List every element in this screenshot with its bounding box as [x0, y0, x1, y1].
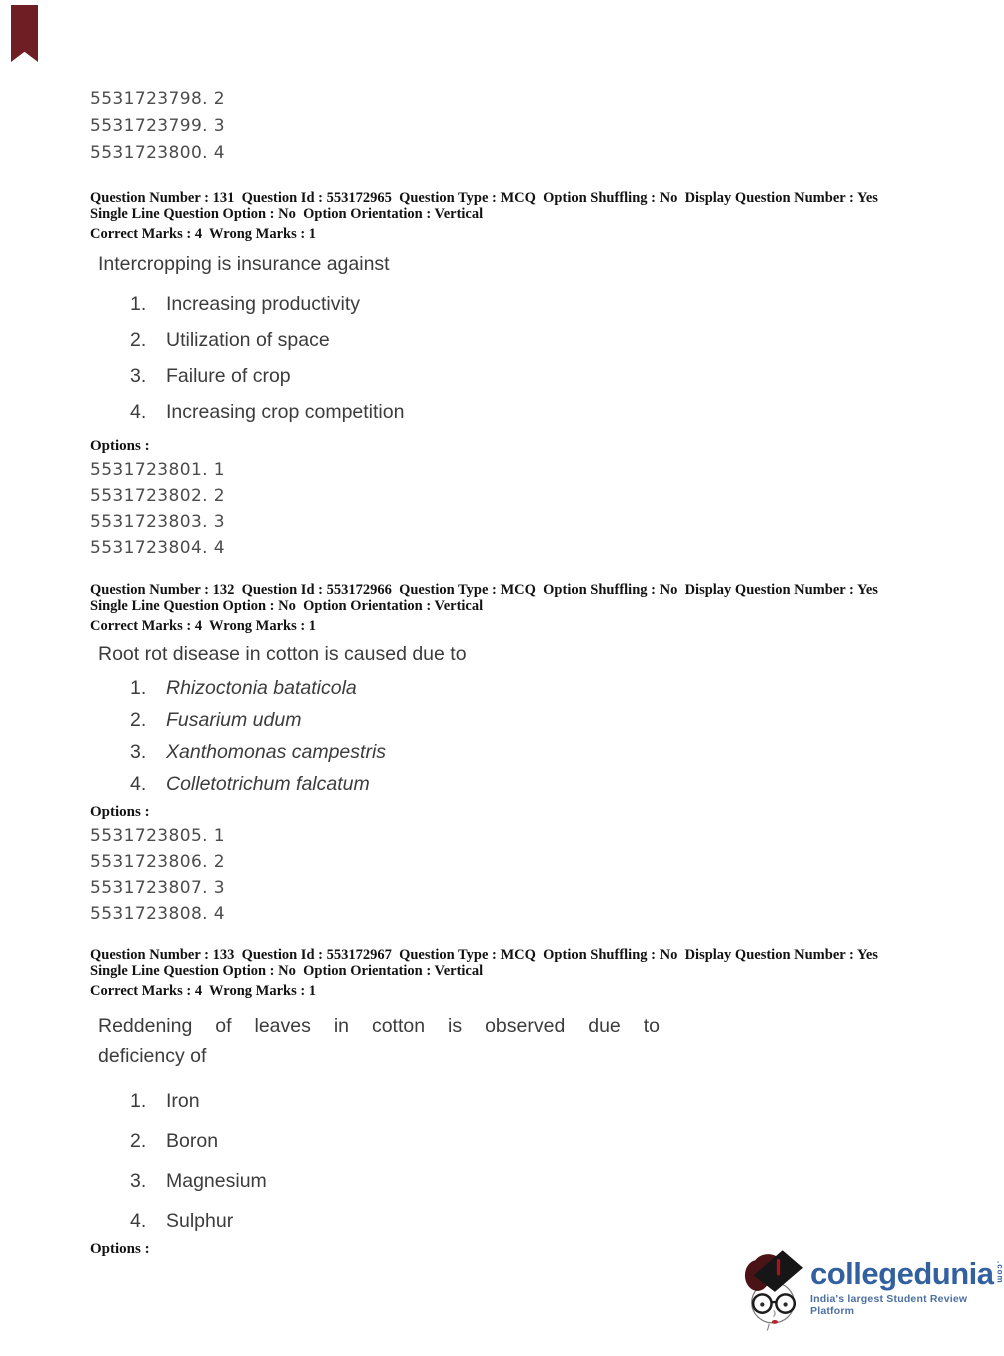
- option-id-line: 5531723803. 3: [90, 512, 225, 532]
- choice-item: [130, 1121, 920, 1161]
- choice-number: 3.: [130, 365, 147, 387]
- choice-text: Increasing productivity: [166, 293, 361, 315]
- option-id-list: [90, 457, 920, 561]
- question-marks-line: Correct Marks : 4 Wrong Marks : 1: [90, 618, 317, 634]
- choice-item: [130, 358, 920, 394]
- collegedunia-logo-text: [810, 1258, 1004, 1317]
- choice-item: [130, 322, 920, 358]
- question-marks-line: Correct Marks : 4 Wrong Marks : 1: [90, 983, 317, 999]
- question-text: [90, 1011, 920, 1071]
- choice-text: Increasing crop competition: [166, 401, 405, 423]
- choice-text: Boron: [166, 1130, 219, 1152]
- choice-number: 1.: [130, 677, 147, 699]
- corner-bookmark-icon: [11, 5, 38, 62]
- question-text-line-1: Reddening of leaves in cotton is observed due to: [98, 1015, 660, 1037]
- choice-list: [90, 672, 920, 800]
- choice-text: Iron: [166, 1090, 200, 1112]
- brand-name: collegedunia: [810, 1256, 994, 1291]
- brand-tagline: India's largest Student Review Platform: [810, 1293, 968, 1317]
- question-text: Intercropping is insurance against: [98, 253, 390, 275]
- choice-number: 3.: [130, 741, 147, 763]
- choice-number: 2.: [130, 329, 147, 351]
- choice-number: 2.: [130, 1130, 147, 1152]
- choice-item: [130, 394, 920, 430]
- choice-text: Colletotrichum falcatum: [166, 773, 370, 795]
- option-id-line: 5531723799. 3: [90, 116, 225, 136]
- choice-number: 1.: [130, 293, 147, 315]
- options-label: Options :: [90, 438, 150, 454]
- question-block-131: [90, 191, 920, 561]
- choice-text: Fusarium udum: [166, 709, 302, 731]
- choice-item: [130, 704, 920, 736]
- question-text: Root rot disease in cotton is caused due to: [98, 643, 467, 665]
- choice-number: 3.: [130, 1170, 147, 1192]
- question-meta-line-1: Question Number : 131 Question Id : 553172965 Question Type : MCQ Option Shuffling : No Display Question Number : Yes: [90, 190, 878, 206]
- choice-number: 4.: [130, 1210, 147, 1232]
- question-text-line-2: deficiency of: [98, 1045, 207, 1067]
- option-id-line: 5531723798. 2: [90, 89, 225, 109]
- options-label: Options :: [90, 804, 150, 820]
- choice-item: [130, 1201, 920, 1241]
- question-meta-line-2: Single Line Question Option : No Option Orientation : Vertical: [90, 962, 484, 979]
- choice-list: [90, 1081, 920, 1241]
- option-id-list: [90, 823, 920, 927]
- option-id-line: 5531723806. 2: [90, 852, 225, 872]
- option-id-line: 5531723804. 4: [90, 538, 225, 558]
- choice-text: Magnesium: [166, 1170, 267, 1192]
- page-content: [90, 86, 920, 1257]
- question-marks-line: Correct Marks : 4 Wrong Marks : 1: [90, 226, 317, 242]
- question-meta-line-2: Single Line Question Option : No Option Orientation : Vertical: [90, 205, 484, 222]
- choice-text: Utilization of space: [166, 329, 330, 351]
- brand-suffix: .com: [995, 1261, 1004, 1284]
- options-label: Options :: [90, 1241, 150, 1257]
- choice-list: [90, 286, 920, 430]
- choice-item: [130, 736, 920, 768]
- choice-item: [130, 672, 920, 704]
- choice-text: Rhizoctonia bataticola: [166, 677, 357, 699]
- collegedunia-mascot-icon: [742, 1246, 804, 1337]
- question-block-133: [90, 948, 920, 1257]
- previous-question-option-ids: [90, 86, 920, 167]
- question-meta-line-1: Question Number : 132 Question Id : 553172966 Question Type : MCQ Option Shuffling : No Display Question Number : Yes: [90, 582, 878, 598]
- option-id-line: 5531723800. 4: [90, 143, 225, 163]
- question-meta-line-2: Single Line Question Option : No Option Orientation : Vertical: [90, 597, 484, 614]
- option-id-line: 5531723801. 1: [90, 460, 225, 480]
- choice-number: 2.: [130, 709, 147, 731]
- collegedunia-logo[interactable]: [742, 1246, 1004, 1337]
- choice-number: 4.: [130, 773, 147, 795]
- choice-item: [130, 1161, 920, 1201]
- option-id-line: 5531723802. 2: [90, 486, 225, 506]
- question-meta-line-1: Question Number : 133 Question Id : 553172967 Question Type : MCQ Option Shuffling : No Display Question Number : Yes: [90, 947, 878, 963]
- option-id-line: 5531723808. 4: [90, 904, 225, 924]
- choice-text: Xanthomonas campestris: [166, 741, 387, 763]
- choice-number: 4.: [130, 401, 147, 423]
- choice-item: [130, 286, 920, 322]
- question-block-132: [90, 583, 920, 927]
- choice-text: Failure of crop: [166, 365, 291, 387]
- choice-text: Sulphur: [166, 1210, 234, 1232]
- choice-item: [130, 768, 920, 800]
- option-id-line: 5531723807. 3: [90, 878, 225, 898]
- choice-item: [130, 1081, 920, 1121]
- option-id-line: 5531723805. 1: [90, 826, 225, 846]
- choice-number: 1.: [130, 1090, 147, 1112]
